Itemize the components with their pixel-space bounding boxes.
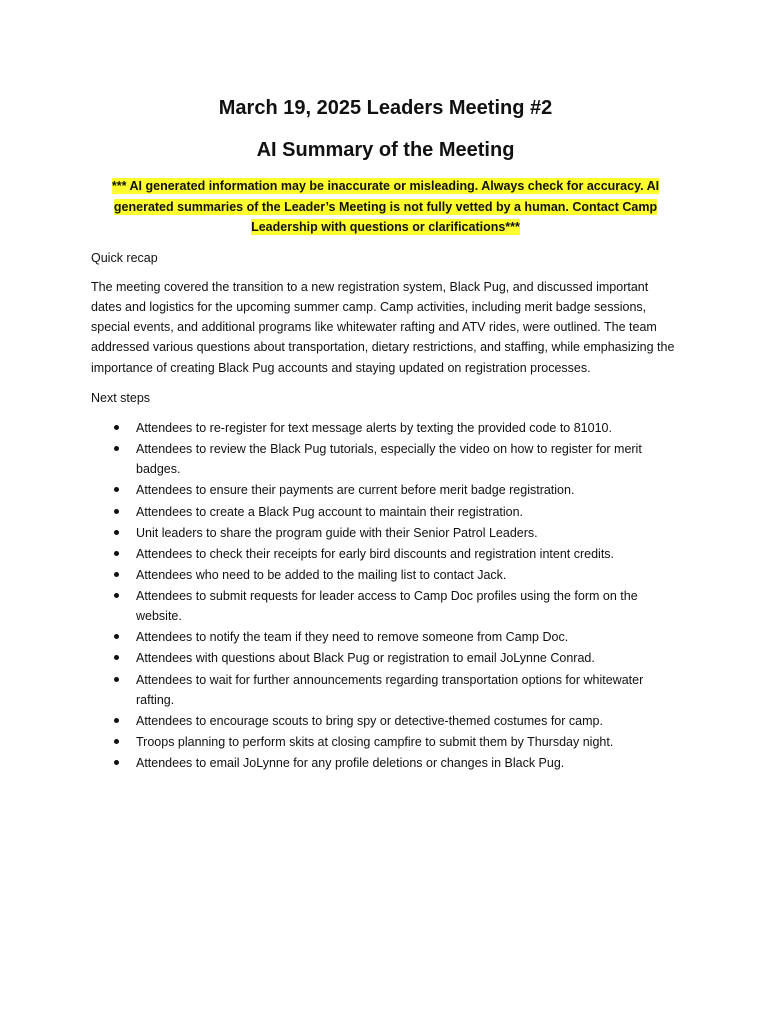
- list-item-text: Attendees to submit requests for leader access to Camp Doc profiles using the form on the website.: [136, 588, 638, 624]
- list-item: [91, 753, 680, 773]
- list-item: [91, 544, 680, 564]
- page-title: March 19, 2025 Leaders Meeting #2: [218, 97, 553, 119]
- list-item-text: Attendees to review the Black Pug tutorials, especially the video on how to register for merit badges.: [136, 442, 642, 477]
- bullet-icon: [114, 593, 119, 598]
- bullet-icon: [114, 572, 119, 577]
- list-item: [91, 418, 680, 438]
- ai-disclaimer-highlight: *** AI generated information may be inaccurate or misleading. Always check for accuracy. AI generated summaries of the Leader’s Meeting is not fully vetted by a human. Contact Camp Leadership with questions or clarifications***: [111, 179, 660, 234]
- list-item: [91, 732, 680, 752]
- list-item: [91, 480, 680, 500]
- bullet-icon: [114, 509, 119, 514]
- list-item: [91, 439, 680, 480]
- bullet-icon: [114, 677, 119, 682]
- bullet-icon: [114, 425, 119, 430]
- bullet-icon: [114, 739, 119, 744]
- list-item-text: Attendees with questions about Black Pug or registration to email JoLynne Conrad.: [136, 651, 595, 666]
- bullet-icon: [114, 718, 119, 723]
- list-item-text: Attendees to create a Black Pug account to maintain their registration.: [136, 504, 524, 519]
- list-item-text: Attendees to wait for further announcements regarding transportation options for whitewater rafting.: [136, 672, 644, 707]
- bullet-icon: [114, 487, 119, 492]
- bullet-icon: [114, 446, 119, 451]
- list-item-text: Attendees to ensure their payments are current before merit badge registration.: [136, 483, 575, 498]
- list-item: [91, 627, 680, 647]
- next-steps-label: Next steps: [91, 390, 151, 405]
- bullet-icon: [114, 634, 119, 639]
- list-item-text: Attendees who need to be added to the mailing list to contact Jack.: [136, 567, 507, 582]
- list-item: [91, 565, 680, 585]
- ai-disclaimer: [91, 176, 680, 238]
- list-item-text: Attendees to email JoLynne for any profile deletions or changes in Black Pug.: [136, 756, 565, 771]
- list-item: [91, 586, 680, 627]
- list-item-text: Troops planning to perform skits at closing campfire to submit them by Thursday night.: [136, 735, 614, 749]
- bullet-icon: [114, 760, 119, 765]
- list-item-text: Attendees to check their receipts for early bird discounts and registration intent credits.: [136, 546, 615, 561]
- list-item-text: Unit leaders to share the program guide with their Senior Patrol Leaders.: [136, 525, 538, 540]
- list-item: [91, 648, 680, 668]
- page-subtitle: AI Summary of the Meeting: [256, 139, 515, 161]
- recap-label: Quick recap: [91, 250, 158, 265]
- list-item-text: Attendees to notify the team if they need to remove someone from Camp Doc.: [136, 630, 569, 645]
- recap-paragraph: The meeting covered the transition to a new registration system, Black Pug, and discussed important dates and logistics for the upcoming summer camp. Camp activities, including merit badge sessions, special events, and additional programs like whitewater rafting and ATV rides, were outlined. The team addressed various questions about transportation, dietary restrictions, and staffing, while emphasizing the importance of creating Black Pug accounts and staying updated on registration processes.: [91, 279, 675, 375]
- list-item: [91, 502, 680, 522]
- list-item: [91, 711, 680, 731]
- bullet-icon: [114, 530, 119, 535]
- list-item-text: Attendees to re-register for text message alerts by texting the provided code to 81010.: [136, 420, 612, 435]
- bullet-icon: [114, 655, 119, 660]
- list-item: [91, 523, 680, 543]
- bullet-icon: [114, 551, 119, 556]
- list-item: [91, 670, 680, 711]
- next-steps-list: [91, 418, 680, 773]
- list-item-text: Attendees to encourage scouts to bring spy or detective-themed costumes for camp.: [136, 713, 603, 728]
